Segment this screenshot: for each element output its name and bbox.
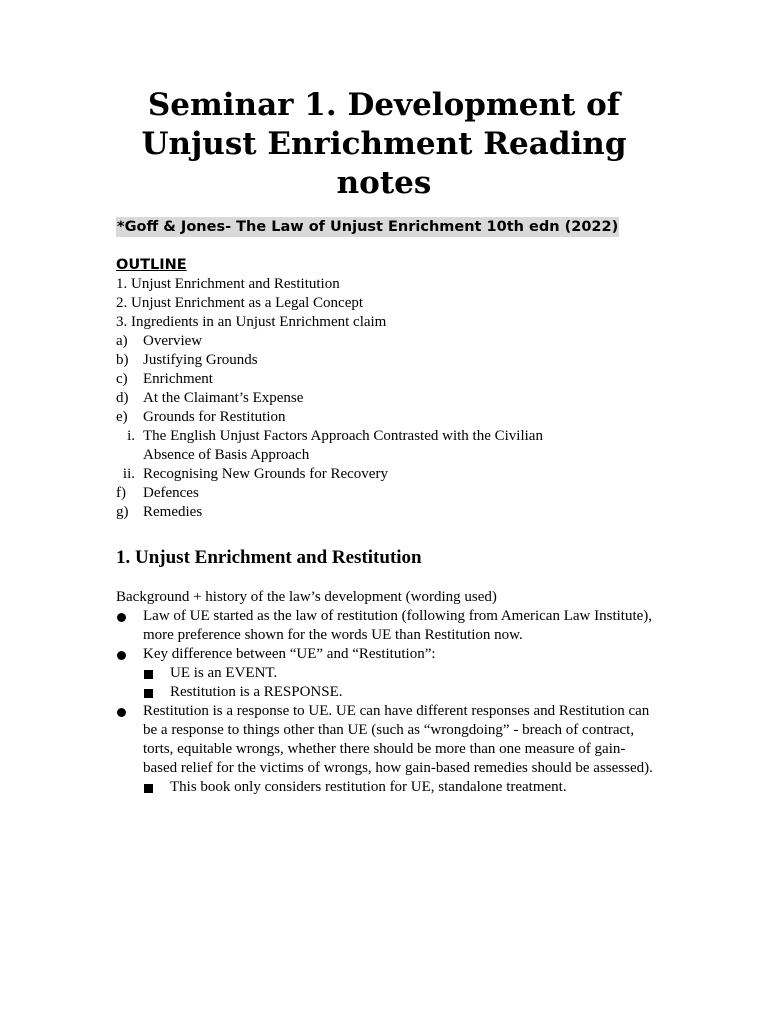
outline-sub-text: Overview (143, 333, 203, 349)
outline-sub-label: c) (116, 371, 128, 387)
outline-sub-item (116, 351, 656, 370)
sub-bullet-item (116, 778, 656, 797)
outline-sub-text: At the Claimant’s Expense (143, 390, 304, 406)
outline-roman-label: i. (127, 428, 135, 444)
bullet-dot-icon (117, 613, 126, 622)
sub-bullet-item (116, 664, 656, 683)
bullet-item (116, 645, 656, 664)
section-intro: Background + history of the law’s development (wording used) (116, 589, 497, 605)
sub-bullet-text: This book only considers restitution for UE, standalone treatment. (170, 779, 567, 795)
outline-sub-label: b) (116, 352, 129, 368)
sub-bullet-text: Restitution is a RESPONSE. (170, 684, 343, 700)
outline-list (116, 275, 656, 522)
bullet-square-icon (144, 784, 153, 793)
bullet-text: Key difference between “UE” and “Restitution”: (143, 646, 436, 662)
bullet-dot-icon (117, 651, 126, 660)
outline-sub-text: Remedies (143, 504, 203, 520)
outline-sub-text: Justifying Grounds (143, 352, 258, 368)
outline-roman-item (116, 427, 656, 465)
section-body (116, 588, 656, 797)
outline-item: 1. Unjust Enrichment and Restitution (116, 276, 340, 292)
outline-sub-item (116, 408, 656, 427)
bullet-item (116, 607, 656, 645)
sub-bullet-item (116, 683, 656, 702)
outline-sub-item (116, 332, 656, 351)
outline-roman-label: ii. (122, 466, 135, 482)
outline-sub-label: f) (116, 485, 126, 501)
bullet-item (116, 702, 656, 778)
bullet-text: Law of UE started as the law of restitution (following from American Law Institute), more preference shown for the words UE than Restitution now. (143, 608, 653, 643)
bullet-square-icon (144, 689, 153, 698)
outline-sub-label: d) (116, 390, 129, 406)
outline-item: 2. Unjust Enrichment as a Legal Concept (116, 295, 364, 311)
outline-sub-item (116, 503, 656, 522)
outline-sub-text: Grounds for Restitution (143, 409, 286, 425)
bullet-dot-icon (117, 708, 126, 717)
section-heading: 1. Unjust Enrichment and Restitution (116, 547, 422, 568)
outline-item: 3. Ingredients in an Unjust Enrichment claim (116, 314, 387, 330)
outline-roman-item (116, 465, 656, 484)
source-reference: *Goff & Jones- The Law of Unjust Enrichment 10th edn (2022) (117, 219, 619, 235)
document-title: Seminar 1. Development of Unjust Enrichment Reading notes (141, 87, 627, 201)
outline-sub-label: g) (116, 504, 129, 520)
outline-sub-item (116, 484, 656, 503)
outline-sub-label: a) (116, 333, 128, 349)
outline-sub-text: Defences (143, 485, 199, 501)
outline-sub-label: e) (116, 409, 128, 425)
sub-bullet-text: UE is an EVENT. (170, 665, 278, 681)
outline-heading: OUTLINE (116, 257, 187, 273)
outline-sub-item (116, 370, 656, 389)
outline-roman-text: Recognising New Grounds for Recovery (143, 466, 388, 482)
bullet-square-icon (144, 670, 153, 679)
outline-sub-item (116, 389, 656, 408)
outline-roman-text: The English Unjust Factors Approach Contrasted with the Civilian Absence of Basis Approach (143, 428, 543, 463)
outline-sub-text: Enrichment (143, 371, 213, 387)
bullet-text: Restitution is a response to UE. UE can have different responses and Restitution can be a response to things other than UE (such as “wrongdoing” - breach of contract, torts, equitable wrongs, whether there should be more than one measure of gain-based relief for the victims of wrongs, how gain-based remedies should be assessed). (143, 703, 653, 776)
